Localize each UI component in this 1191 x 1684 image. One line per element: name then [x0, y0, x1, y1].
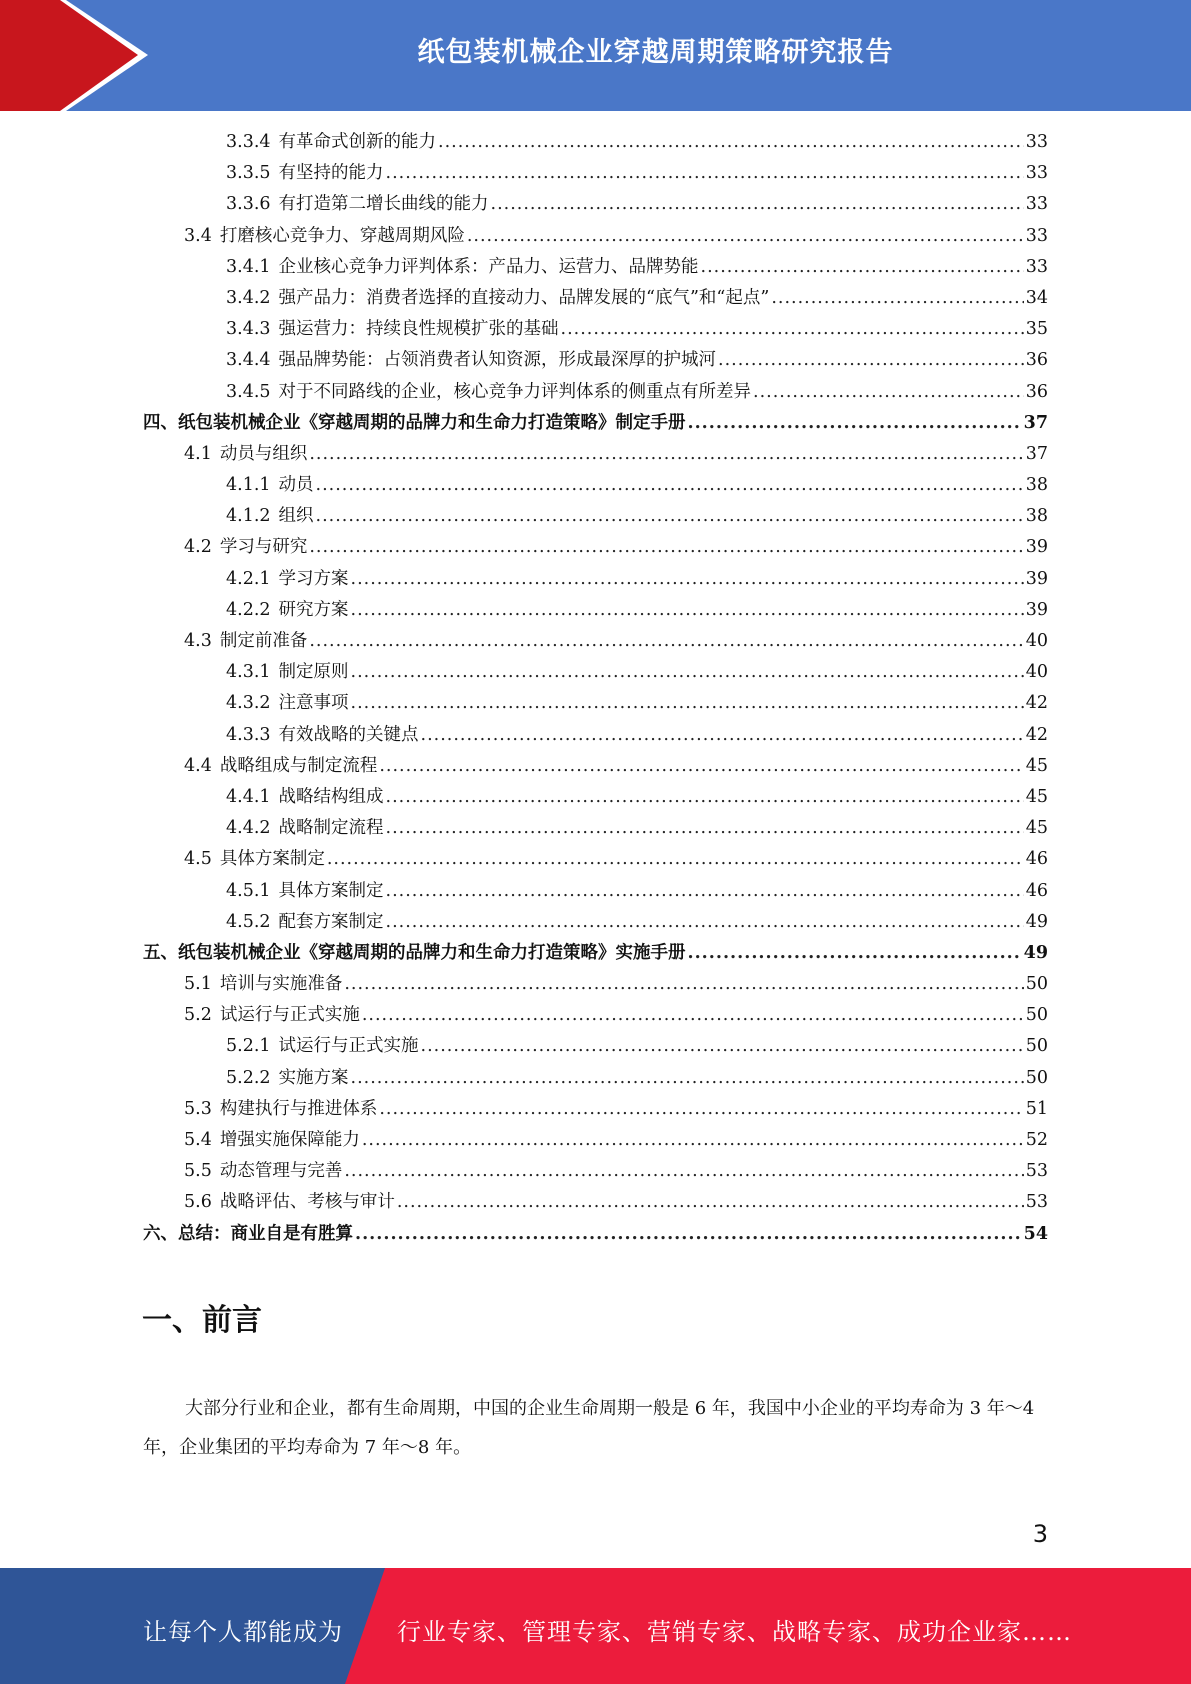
- toc-dot-leader: [688, 413, 1022, 433]
- toc-dot-leader: [351, 693, 1024, 713]
- toc-entry[interactable]: [143, 159, 1048, 190]
- toc-entry-number: 4.2.2: [226, 599, 271, 620]
- toc-entry[interactable]: [143, 1126, 1048, 1157]
- toc-entry-number: 3.4.1: [226, 256, 271, 277]
- toc-entry-title: 动态管理与完善: [219, 1161, 343, 1182]
- toc-entry-number: 4.3.3: [226, 724, 271, 745]
- toc-entry-number: 3.4.2: [226, 287, 271, 308]
- toc-entry[interactable]: [143, 970, 1048, 1001]
- toc-entry-page: 38: [1025, 475, 1048, 496]
- toc-dot-leader: [397, 1192, 1024, 1212]
- header-title: 纸包装机械企业穿越周期策略研究报告: [417, 37, 894, 68]
- toc-entry[interactable]: [143, 440, 1048, 471]
- toc-entry-page: 42: [1025, 724, 1048, 745]
- toc-entry-title: 培训与实施准备: [219, 974, 343, 995]
- toc-entry-page: 36: [1025, 381, 1048, 402]
- toc-entry-title: 注意事项: [278, 693, 349, 714]
- toc-entry[interactable]: [143, 502, 1048, 533]
- toc-entry-page: 33: [1025, 194, 1048, 215]
- toc-entry-title: 研究方案: [278, 599, 349, 620]
- toc-entry-number: 3.3.4: [226, 132, 271, 152]
- toc-entry[interactable]: [143, 596, 1048, 627]
- toc-entry[interactable]: [143, 346, 1048, 377]
- toc-entry-title: 有打造第二增长曲线的能力: [278, 194, 489, 215]
- toc-entry[interactable]: [143, 409, 1048, 440]
- toc-entry[interactable]: [143, 752, 1048, 783]
- toc-entry-number: 4.5: [184, 849, 212, 870]
- toc-dot-leader: [344, 1161, 1023, 1181]
- toc-entry-page: 39: [1025, 568, 1048, 589]
- page-header: [0, 0, 1191, 111]
- toc-entry-page: 52: [1025, 1130, 1048, 1150]
- toc-entry-number: 5.4: [184, 1130, 212, 1150]
- toc-entry-title: 战略制定流程: [278, 818, 384, 839]
- toc-entry-number: 4.3.1: [226, 662, 271, 683]
- toc-entry[interactable]: [143, 814, 1048, 845]
- toc-entry-page: 45: [1025, 786, 1048, 807]
- toc-dot-leader: [327, 849, 1024, 869]
- toc-entry-title: 有坚持的能力: [278, 163, 384, 184]
- toc-dot-leader: [309, 537, 1023, 557]
- toc-entry-number: 4.5.1: [226, 880, 271, 901]
- toc-entry[interactable]: [143, 128, 1048, 159]
- toc-dot-leader: [421, 1036, 1024, 1056]
- toc-entry-page: 45: [1025, 818, 1048, 839]
- toc-entry-title: 试运行与正式实施: [278, 1036, 419, 1057]
- toc-entry-title: 企业核心竞争力评判体系：产品力、运营力、品牌势能: [278, 256, 699, 277]
- toc-entry[interactable]: [143, 1032, 1048, 1063]
- toc-entry[interactable]: [143, 939, 1048, 970]
- toc-dot-leader: [771, 288, 1023, 308]
- toc-dot-leader: [379, 756, 1023, 776]
- toc-entry-number: 4.4.2: [226, 818, 271, 839]
- toc-dot-leader: [351, 1068, 1024, 1088]
- toc-entry-title: 学习与研究: [219, 537, 308, 558]
- toc-entry[interactable]: [143, 222, 1048, 253]
- toc-entry-number: 4.4: [184, 755, 212, 776]
- toc-entry-number: 5.2.2: [226, 1067, 271, 1088]
- toc-entry-page: 45: [1025, 755, 1048, 776]
- toc-entry-title: 战略评估、考核与审计: [219, 1192, 395, 1213]
- toc-entry-page: 33: [1025, 163, 1048, 184]
- footer-slogan-right: 行业专家、管理专家、营销专家、战略专家、成功企业家……: [397, 1618, 1072, 1646]
- toc-entry-title: 强产品力：消费者选择的直接动力、品牌发展的“底气”和“起点”: [278, 287, 770, 308]
- toc-dot-leader: [379, 1099, 1023, 1119]
- toc-dot-leader: [309, 631, 1023, 651]
- toc-entry-number: 4.1: [184, 443, 212, 464]
- toc-dot-leader: [688, 943, 1022, 963]
- toc-entry-page: 50: [1025, 1067, 1048, 1088]
- toc-entry-title: 制定前准备: [219, 631, 308, 651]
- toc-entry-title: 动员: [278, 475, 314, 496]
- toc-entry-number: 4.4.1: [226, 786, 271, 807]
- toc-entry-title: 学习方案: [278, 568, 349, 589]
- toc-dot-leader: [467, 226, 1024, 246]
- toc-entry-page: 33: [1025, 225, 1048, 246]
- toc-entry[interactable]: [143, 845, 1048, 876]
- toc-dot-leader: [362, 1005, 1024, 1025]
- toc-entry-title: 制定原则: [278, 662, 349, 683]
- toc-entry-page: 46: [1025, 880, 1048, 901]
- toc-dot-leader: [491, 194, 1024, 214]
- toc-entry[interactable]: [143, 253, 1048, 284]
- toc-entry[interactable]: [143, 471, 1048, 502]
- toc-entry-number: 5.5: [184, 1161, 212, 1182]
- toc-dot-leader: [351, 662, 1024, 682]
- toc-entry-title: 六、总结：商业自是有胜算: [143, 1223, 353, 1244]
- toc-entry-page: 39: [1025, 537, 1048, 558]
- toc-dot-leader: [386, 881, 1024, 901]
- toc-entry-page: 38: [1025, 506, 1048, 527]
- toc-entry-title: 对于不同路线的企业，核心竞争力评判体系的侧重点有所差异: [278, 381, 752, 402]
- toc-entry-page: 37: [1025, 443, 1048, 464]
- toc-entry-title: 五、纸包装机械企业《穿越周期的品牌力和生命力打造策略》实施手册: [143, 942, 686, 963]
- body-paragraph: 大部分行业和企业，都有生命周期，中国的企业生命周期一般是 6 年，我国中小企业的平均寿命为 3 年～4 年，企业集团的平均寿命为 7 年～8 年。: [143, 1398, 1035, 1458]
- toc-entry[interactable]: [143, 877, 1048, 908]
- toc-entry-page: 46: [1025, 849, 1048, 870]
- toc-entry-page: 49: [1023, 942, 1048, 963]
- toc-entry-page: 40: [1025, 631, 1048, 651]
- header-arrow-decoration: [0, 0, 160, 111]
- toc-entry-page: 51: [1025, 1098, 1048, 1119]
- toc-entry-number: 3.3.5: [226, 163, 271, 184]
- toc-entry-title: 具体方案制定: [219, 849, 325, 870]
- toc-entry-page: 49: [1025, 911, 1048, 932]
- toc-entry[interactable]: [143, 627, 1048, 658]
- toc-dot-leader: [386, 163, 1024, 183]
- toc-entry-number: 4.2: [184, 537, 212, 558]
- toc-entry-number: 4.3: [184, 631, 212, 651]
- toc-dot-leader: [316, 475, 1024, 495]
- toc-entry[interactable]: [143, 783, 1048, 814]
- toc-entry-number: 3.4: [184, 225, 212, 246]
- toc-dot-leader: [351, 600, 1024, 620]
- toc-entry-title: 增强实施保障能力: [219, 1130, 360, 1150]
- toc-dot-leader: [386, 912, 1024, 932]
- section-heading: 一、前言: [142, 1303, 262, 1338]
- toc-entry-title: 有效战略的关键点: [278, 724, 419, 745]
- toc-dot-leader: [351, 569, 1024, 589]
- toc-dot-leader: [344, 974, 1023, 994]
- toc-entry-page: 33: [1025, 132, 1048, 152]
- toc-entry-number: 4.1.1: [226, 475, 271, 496]
- toc-entry-title: 战略结构组成: [278, 786, 384, 807]
- toc-entry-page: 34: [1025, 287, 1048, 308]
- toc-entry[interactable]: [143, 1220, 1048, 1251]
- toc-entry-number: 4.5.2: [226, 911, 271, 932]
- toc-entry[interactable]: [143, 565, 1048, 596]
- toc-entry-page: 33: [1025, 256, 1048, 277]
- toc-entry-number: 5.6: [184, 1192, 212, 1213]
- toc-dot-leader: [561, 319, 1024, 339]
- toc-entry-number: 4.2.1: [226, 568, 271, 589]
- toc-entry[interactable]: [143, 378, 1048, 409]
- toc-entry[interactable]: [143, 689, 1048, 720]
- toc-entry[interactable]: [143, 1157, 1048, 1188]
- toc-entry-title: 组织: [278, 506, 314, 527]
- toc-dot-leader: [701, 257, 1024, 277]
- toc-entry-page: 50: [1025, 1036, 1048, 1057]
- toc-entry-title: 试运行与正式实施: [219, 1005, 360, 1026]
- toc-entry-number: 4.3.2: [226, 693, 271, 714]
- page-number: 3: [1032, 1520, 1048, 1548]
- toc-entry-number: 5.2.1: [226, 1036, 271, 1057]
- toc-entry-number: 3.3.6: [226, 194, 271, 215]
- toc-entry-title: 战略组成与制定流程: [219, 755, 378, 776]
- toc-entry-page: 40: [1025, 662, 1048, 683]
- toc-entry[interactable]: [143, 721, 1048, 752]
- toc-dot-leader: [386, 818, 1024, 838]
- toc-dot-leader: [438, 132, 1024, 152]
- toc-entry-title: 四、纸包装机械企业《穿越周期的品牌力和生命力打造策略》制定手册: [143, 412, 686, 433]
- toc-entry-page: 36: [1025, 350, 1048, 371]
- footer-slogan-left: 让每个人都能成为: [143, 1618, 343, 1646]
- toc-dot-leader: [355, 1224, 1022, 1244]
- toc-entry-title: 打磨核心竞争力、穿越周期风险: [219, 225, 465, 246]
- toc-entry-page: 53: [1025, 1192, 1048, 1213]
- toc-entry-title: 实施方案: [278, 1067, 349, 1088]
- toc-dot-leader: [309, 444, 1023, 464]
- toc-entry-title: 构建执行与推进体系: [219, 1098, 378, 1119]
- toc-entry-page: 50: [1025, 1005, 1048, 1026]
- toc-dot-leader: [421, 725, 1024, 745]
- page-footer: [0, 1568, 1191, 1684]
- toc-entry[interactable]: [143, 1001, 1048, 1032]
- toc-entry-page: 39: [1025, 599, 1048, 620]
- toc-entry-title: 具体方案制定: [278, 880, 384, 901]
- toc-entry[interactable]: [143, 1188, 1048, 1219]
- toc-entry[interactable]: [143, 908, 1048, 939]
- toc-entry-title: 强品牌势能：占领消费者认知资源，形成最深厚的护城河: [278, 350, 717, 371]
- toc-entry-number: 3.4.4: [226, 350, 271, 371]
- toc-entry-page: 54: [1023, 1223, 1048, 1244]
- toc-dot-leader: [718, 350, 1024, 370]
- toc-dot-leader: [316, 506, 1024, 526]
- toc-entry[interactable]: [143, 533, 1048, 564]
- toc-entry-title: 配套方案制定: [278, 911, 384, 932]
- toc-entry-page: 35: [1025, 319, 1048, 340]
- toc-entry[interactable]: [143, 1064, 1048, 1095]
- toc-entry-number: 4.1.2: [226, 506, 271, 527]
- toc-entry[interactable]: [143, 315, 1048, 346]
- toc-entry[interactable]: [143, 284, 1048, 315]
- toc-entry-number: 5.2: [184, 1005, 212, 1026]
- toc-entry-title: 有革命式创新的能力: [278, 132, 437, 152]
- toc-entry[interactable]: [143, 658, 1048, 689]
- toc-entry[interactable]: [143, 190, 1048, 221]
- toc-entry-page: 37: [1023, 412, 1048, 433]
- toc-entry-number: 3.4.5: [226, 381, 271, 402]
- toc-entry-number: 3.4.3: [226, 319, 271, 340]
- toc-entry-title: 强运营力：持续良性规模扩张的基础: [278, 319, 559, 340]
- toc-entry-number: 5.1: [184, 974, 212, 995]
- toc-entry-number: 5.3: [184, 1098, 212, 1119]
- toc-dot-leader: [753, 382, 1024, 402]
- toc-dot-leader: [386, 787, 1024, 807]
- toc-entry-page: 42: [1025, 693, 1048, 714]
- toc-entry-page: 50: [1025, 974, 1048, 995]
- toc-dot-leader: [362, 1130, 1024, 1150]
- toc-entry[interactable]: [143, 1095, 1048, 1126]
- toc-entry-title: 动员与组织: [219, 443, 308, 464]
- table-of-contents: [143, 128, 1048, 1251]
- toc-entry-page: 53: [1025, 1161, 1048, 1182]
